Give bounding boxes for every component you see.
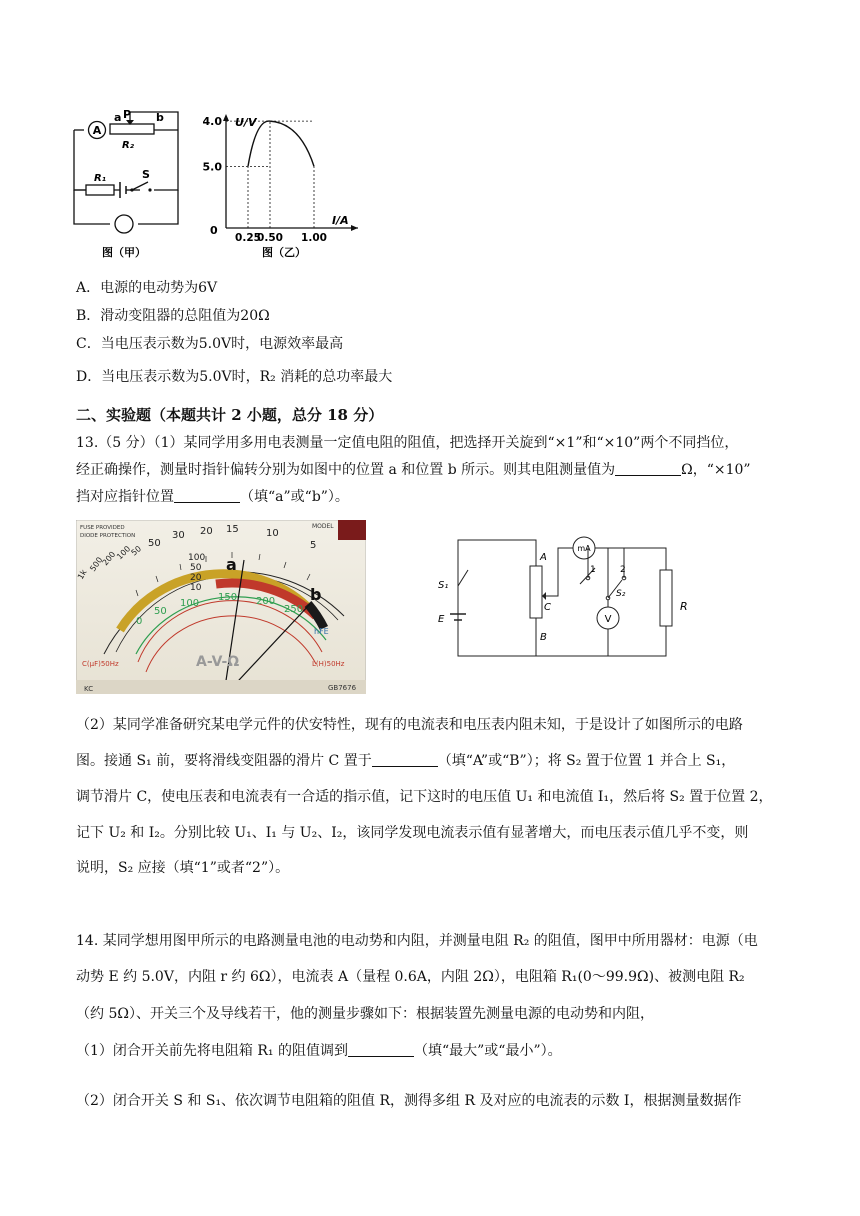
origin-label: 0 bbox=[210, 224, 218, 237]
multimeter-dial-photo bbox=[76, 520, 366, 694]
answer-blank bbox=[174, 488, 240, 503]
q14-line2: 动势 E 约 5.0V，内阻 r 约 6Ω），电流表 A（量程 0.6A，内阻 2Ω），电阻箱 R₁(0～99.9Ω)、被测电阻 R₂ bbox=[76, 969, 745, 985]
y-tick-label: 4.0 bbox=[202, 115, 222, 129]
pos-2-label: 2 bbox=[620, 565, 626, 575]
left-100: 100 bbox=[115, 544, 133, 562]
y-arrow-icon bbox=[223, 114, 229, 121]
marker-b: b bbox=[310, 585, 322, 604]
option-b: B．滑动变阻器的总阻值为20Ω bbox=[76, 308, 270, 324]
u-i-curve bbox=[248, 121, 314, 166]
r2-label: R₂ bbox=[121, 140, 135, 151]
left-1k: 1k bbox=[76, 568, 89, 581]
option-a: A．电源的电动势为6V bbox=[76, 280, 218, 296]
left-500: 500 bbox=[88, 555, 105, 574]
q14-line5: （2）闭合开关 S 和 S₁、依次调节电阻箱的阻值 R，测得多组 R 及对应的电流表的示数 I，根据测量数据作 bbox=[76, 1093, 742, 1109]
b-label: B bbox=[540, 632, 547, 643]
circuit-diagram-2 bbox=[430, 526, 700, 666]
q13-p2-line4: 记下 U₂ 和 I₂。分别比较 U₁、I₁ 与 U₂、I₂，该同学发现电流表示值有显著增大，而电压表示值几乎不变，则 bbox=[76, 825, 749, 841]
x-axis-label: I/A bbox=[332, 214, 349, 227]
q13-p2-line1: （2）某同学准备研究某电学元件的伏安特性，现有的电流表和电压表内阻未知，于是设计了如图所示的电路 bbox=[76, 717, 743, 733]
answer-blank bbox=[372, 752, 438, 767]
voltmeter-symbol bbox=[115, 215, 133, 233]
left-200: 200 bbox=[100, 549, 118, 568]
terminal-b-label: b bbox=[156, 111, 164, 124]
green-150: 150 bbox=[218, 592, 238, 603]
x-tick-label: 0.25 bbox=[235, 232, 261, 244]
green-250: 250 bbox=[284, 604, 304, 615]
s2-label: S₂ bbox=[616, 589, 626, 599]
mid-20: 20 bbox=[190, 573, 202, 583]
e-label: E bbox=[438, 614, 445, 625]
r1-label: R₁ bbox=[93, 173, 107, 184]
model-label: MODEL bbox=[312, 523, 334, 530]
x-tick-label: 0.50 bbox=[257, 232, 283, 244]
q14-line1: 14. 某同学想用图甲所示的电路测量电池的电动势和内阻，并测量电阻 R₂ 的阻值，图甲中所用器材：电源（电 bbox=[76, 933, 758, 949]
r-label: R bbox=[680, 600, 688, 613]
footer-gb: GB7676 bbox=[328, 684, 357, 692]
scale-5: 5 bbox=[310, 540, 317, 551]
q13-line2: 经正确操作，测量时指针偏转分别为如图中的位置 a 和位置 b 所示。则其电阻测量值为 Ω，“×10” bbox=[76, 462, 751, 478]
pos-1-label: 1 bbox=[590, 565, 596, 575]
q13-p2-line2: 图。接通 S₁ 前，要将滑线变阻器的滑片 C 置于 （填“A”或“B”）；将 S₂ 置于位置 1 并合上 S₁， bbox=[76, 753, 736, 769]
u-i-graph bbox=[196, 108, 376, 263]
q14-line4: （1）闭合开关前先将电阻箱 R₁ 的阻值调到 （填“最大”或“最小”）。 bbox=[76, 1043, 562, 1059]
capacitance-label: C(μF)50Hz bbox=[82, 660, 119, 668]
option-c: C．当电压表示数为5.0V时，电源效率最高 bbox=[76, 336, 344, 352]
green-0: 0 bbox=[136, 616, 143, 627]
green-50: 50 bbox=[154, 606, 167, 617]
switch-s bbox=[132, 182, 148, 190]
caption-yi: 图（乙） bbox=[262, 246, 306, 259]
fuse-label: FUSE PROVIDED bbox=[80, 525, 125, 531]
slider-c-arrow-icon bbox=[542, 592, 546, 600]
scale-20: 20 bbox=[200, 526, 213, 537]
marker-a: a bbox=[226, 555, 237, 574]
c-label: C bbox=[544, 602, 551, 613]
r1-resistor bbox=[86, 185, 114, 195]
r2-resistor bbox=[110, 124, 154, 134]
green-100: 100 bbox=[180, 598, 200, 609]
ammeter-label: A bbox=[92, 124, 102, 137]
inductance-label: L(H)50Hz bbox=[312, 660, 345, 668]
q13-line1: 13.（5 分）（1）某同学用多用电表测量一定值电阻的阻值，把选择开关旋到“×1”和“×10”两个不同挡位， bbox=[76, 435, 739, 451]
x-arrow-icon bbox=[351, 225, 358, 231]
v2-label: V bbox=[604, 614, 612, 625]
diode-label: DIODE PROTECTION bbox=[80, 533, 136, 539]
scale-10: 10 bbox=[266, 528, 279, 539]
scale-15: 15 bbox=[226, 524, 239, 535]
battery-symbol bbox=[120, 182, 126, 198]
ma-label: mA bbox=[577, 544, 591, 553]
circuit-diagram-jia bbox=[70, 108, 190, 263]
q13-p2-line3: 调节滑片 C，使电压表和电流表有一合适的指示值，记下这时的电压值 U₁ 和电流值 I₁，然后将 S₂ 置于位置 2， bbox=[76, 789, 773, 805]
answer-blank bbox=[348, 1042, 414, 1057]
s1-label: S₁ bbox=[438, 580, 449, 591]
y-tick-label: 5.0 bbox=[202, 160, 222, 174]
scale-50: 50 bbox=[148, 538, 161, 549]
terminal-a-label: a bbox=[114, 111, 122, 124]
section-heading: 二、实验题（本题共计 2 小题，总分 18 分） bbox=[76, 406, 384, 424]
y-axis-label: U/V bbox=[235, 116, 257, 129]
resistor-r bbox=[660, 570, 672, 626]
answer-blank bbox=[615, 461, 681, 476]
footer-kc: KC bbox=[84, 685, 94, 693]
left-50: 50 bbox=[129, 544, 144, 558]
mid-10: 10 bbox=[190, 583, 202, 593]
switch-s-label: S bbox=[142, 168, 150, 181]
q13-p2-line5: 说明，S₂ 应接（填“1”或者“2”）。 bbox=[76, 860, 290, 876]
caption-jia: 图（甲） bbox=[102, 246, 146, 259]
x-tick-label: 1.00 bbox=[301, 232, 327, 244]
hfe-label: hFE bbox=[314, 627, 329, 636]
a-label: A bbox=[540, 552, 547, 563]
center-label: A-V-Ω bbox=[196, 654, 240, 670]
mid-50: 50 bbox=[190, 563, 202, 573]
mid-100: 100 bbox=[188, 553, 206, 563]
slider-p-label: P bbox=[123, 108, 132, 121]
switch-s1 bbox=[458, 570, 468, 586]
rheostat bbox=[530, 566, 542, 618]
green-200: 200 bbox=[256, 596, 276, 607]
q13-line3: 挡对应指针位置 （填“a”或“b”）。 bbox=[76, 489, 349, 505]
scale-30: 30 bbox=[172, 530, 185, 541]
q14-line3: （约 5Ω）、开关三个及导线若干，他的测量步骤如下：根据装置先测量电源的电动势和内阻， bbox=[76, 1006, 654, 1022]
option-d: D．当电压表示数为5.0V时，R₂ 消耗的总功率最大 bbox=[76, 369, 393, 385]
